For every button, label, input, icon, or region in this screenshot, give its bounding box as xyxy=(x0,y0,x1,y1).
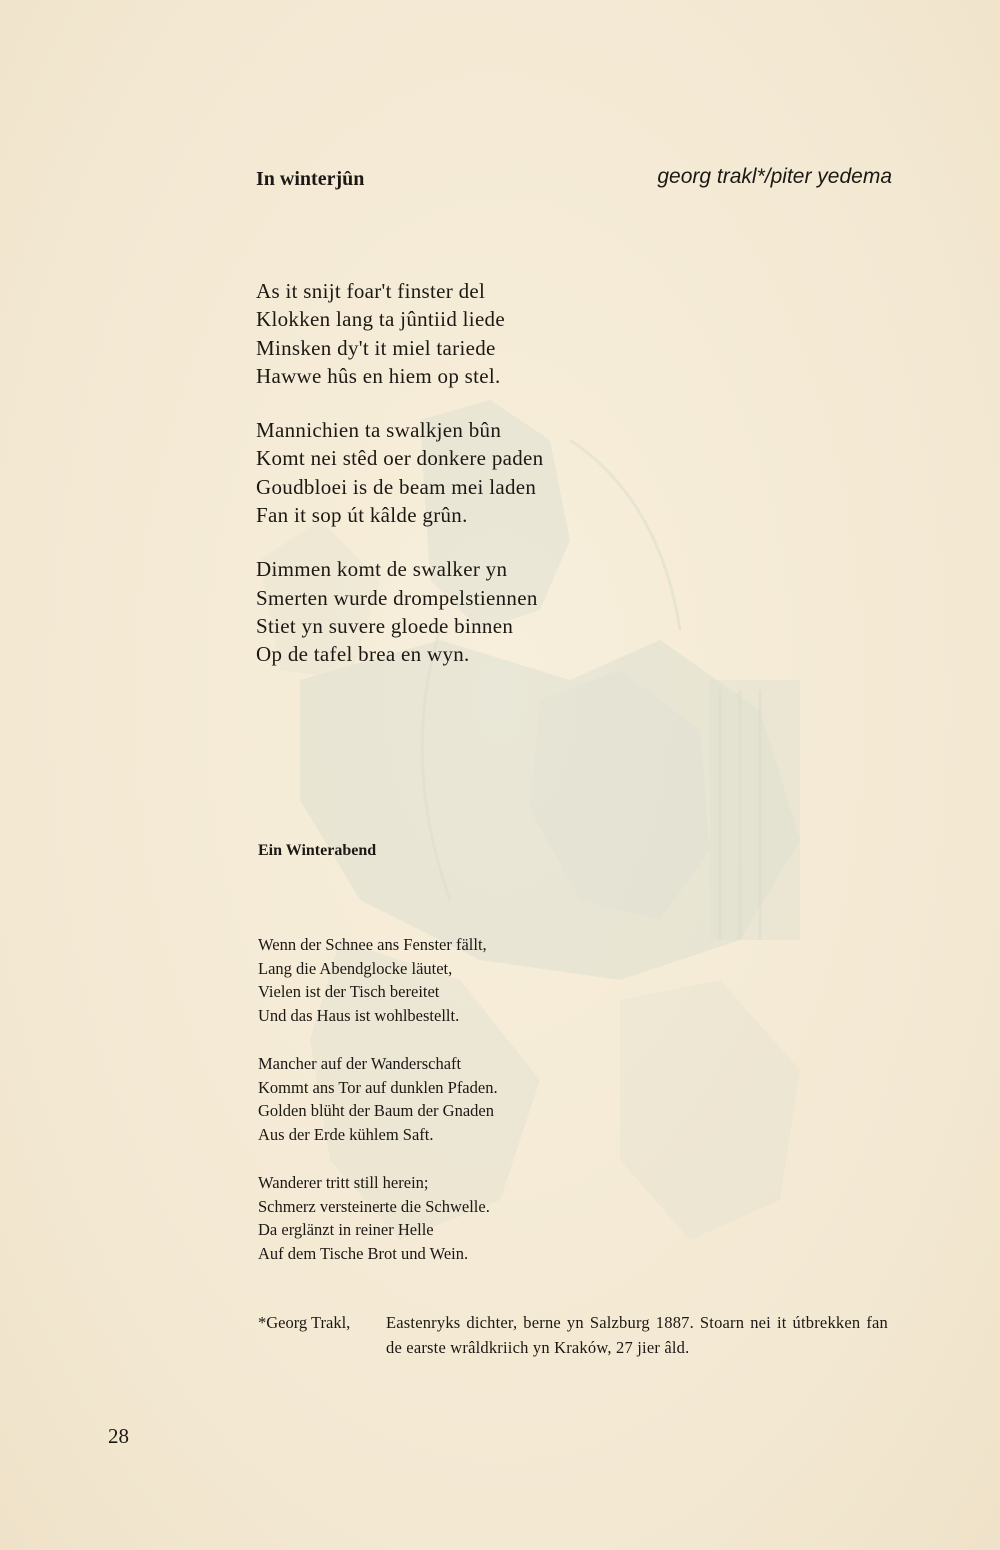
poem-line: Mannichien ta swalkjen bûn xyxy=(256,418,502,443)
poem-title-german: Ein Winterabend xyxy=(258,842,377,859)
poem-line: Lang die Abendglocke läutet, xyxy=(258,958,453,978)
stanza-2 xyxy=(258,1052,498,1146)
poem-line: Mancher auf der Wanderschaft xyxy=(258,1054,462,1073)
poem-title-frisian: In winterjûn xyxy=(256,168,365,190)
poem-line: Hawwe hûs en hiem op stel. xyxy=(256,363,501,388)
poem-line: Schmerz versteinerte die Schwelle. xyxy=(258,1196,490,1216)
poem-line: Golden blüht der Baum der Gnaden xyxy=(258,1101,494,1120)
footnote-text: Eastenryks dichter, berne yn Salzburg 1887. Stoarn nei it útbrekken fan de earste wrâldkriich yn Kraków, 27 jier âld. xyxy=(386,1313,888,1357)
poem-line: Und das Haus ist wohlbestellt. xyxy=(258,1005,460,1025)
stanza-1 xyxy=(258,933,498,1027)
poem-line: Wanderer tritt still herein; xyxy=(258,1173,429,1192)
poem-line: Op de tafel brea en wyn. xyxy=(256,642,470,667)
poem-line: Kommt ans Tor auf dunklen Pfaden. xyxy=(258,1077,498,1097)
poem-line: Komt nei stêd oer donkere paden xyxy=(256,446,544,471)
stanza-3 xyxy=(258,1171,498,1265)
poem-line: Vielen ist der Tisch bereitet xyxy=(258,982,440,1001)
stanza-1 xyxy=(256,277,543,390)
footnote-label: *Georg Trakl, xyxy=(258,1313,351,1332)
poem-line: Smerten wurde drompelstiennen xyxy=(256,585,538,610)
poem-line: Auf dem Tische Brot und Wein. xyxy=(258,1243,469,1263)
poem-line: Minsken dy't it miel tariede xyxy=(256,335,496,360)
page-number: 28 xyxy=(108,1424,129,1448)
author-credit: georg trakl*/piter yedema xyxy=(657,165,892,188)
poem-german xyxy=(258,933,498,1290)
poem-line: Wenn der Schnee ans Fenster fällt, xyxy=(258,935,487,954)
footnote xyxy=(258,1310,888,1360)
poem-line: Stiet yn suvere gloede binnen xyxy=(256,613,514,638)
poem-line: Klokken lang ta jûntiid liede xyxy=(256,307,505,332)
poem-line: As it snijt foar't finster del xyxy=(256,279,486,303)
poem-line: Dimmen komt de swalker yn xyxy=(256,557,508,582)
poem-line: Goudbloei is de beam mei laden xyxy=(256,474,537,499)
stanza-2 xyxy=(256,416,543,529)
poem-line: Aus der Erde kühlem Saft. xyxy=(258,1124,434,1144)
poem-line: Fan it sop út kâlde grûn. xyxy=(256,503,468,528)
poem-line: Da erglänzt in reiner Helle xyxy=(258,1220,434,1239)
stanza-3 xyxy=(256,555,543,668)
poem-frisian xyxy=(256,277,543,695)
